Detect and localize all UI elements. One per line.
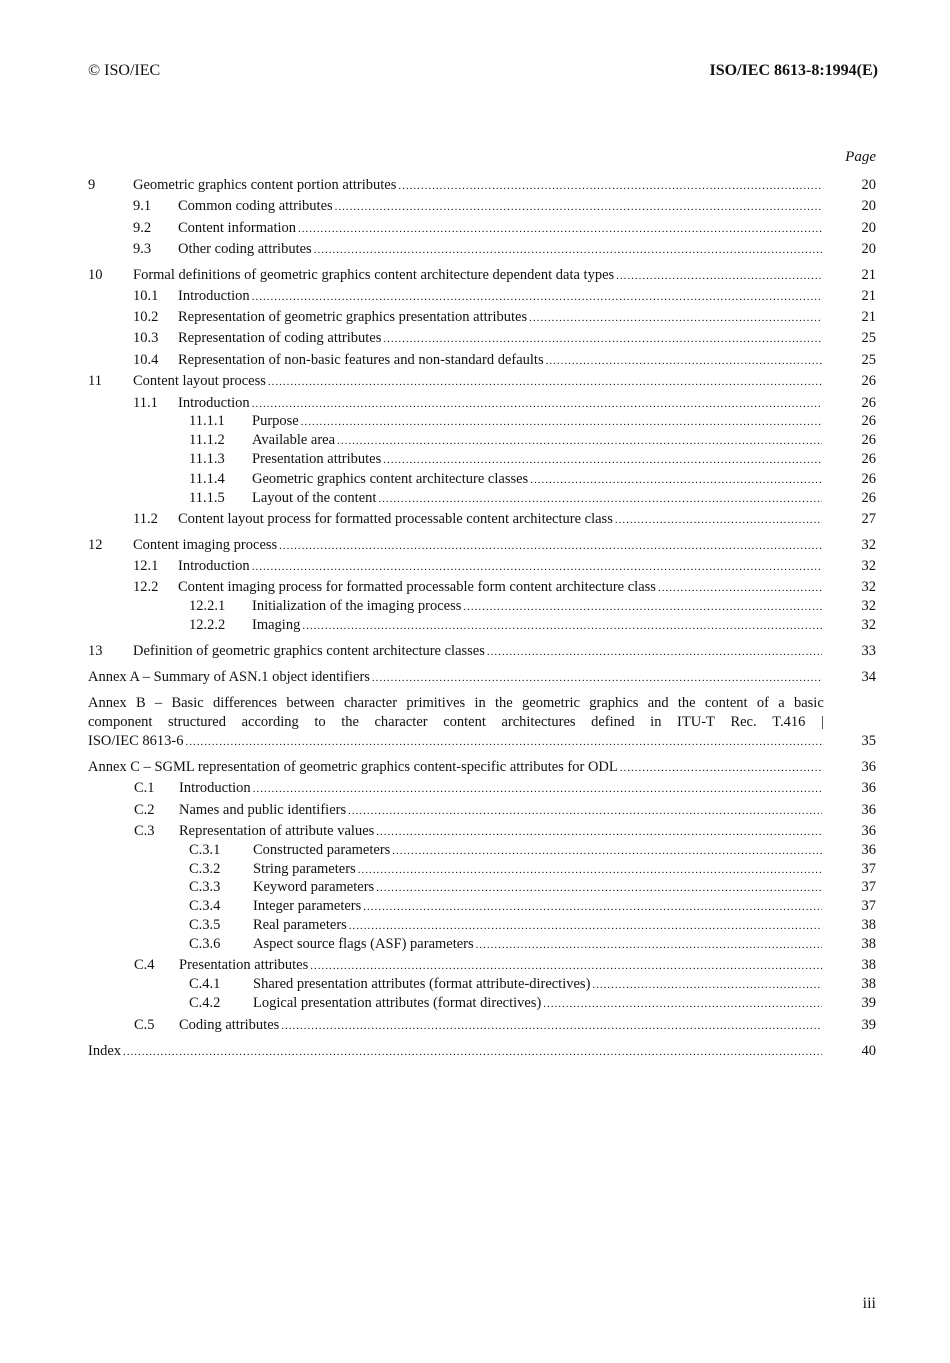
toc-entry-title: Introduction xyxy=(179,780,251,796)
leader-dots xyxy=(592,976,822,995)
toc-entry-number: C.3 xyxy=(134,823,155,839)
toc-entry[interactable] xyxy=(0,489,950,508)
toc-entry-page: 36 xyxy=(861,842,876,858)
toc-entry[interactable] xyxy=(0,240,950,259)
word: a xyxy=(778,695,785,711)
toc-entry-number: 12.2.1 xyxy=(189,598,226,614)
toc-entry-title: Presentation attributes xyxy=(252,451,382,467)
toc-entry[interactable] xyxy=(0,801,950,820)
toc-entry[interactable] xyxy=(0,822,950,841)
toc-entry-page: 26 xyxy=(861,413,876,429)
toc-entry[interactable] xyxy=(0,642,950,661)
toc-entry-title: Coding attributes xyxy=(179,1017,280,1033)
toc-entry-page: 32 xyxy=(861,579,876,595)
toc-entry-title: Annex A – Summary of ASN.1 object identifiers xyxy=(88,669,370,685)
toc-entry-number: 11 xyxy=(88,373,102,389)
toc-entry[interactable] xyxy=(0,668,950,687)
leader-dots xyxy=(363,898,822,917)
toc-entry-page: 40 xyxy=(861,1043,876,1059)
toc-entry[interactable] xyxy=(0,287,950,306)
leader-dots xyxy=(615,511,822,530)
toc-entry-page: 37 xyxy=(861,879,876,895)
toc-entry-page: 21 xyxy=(861,288,876,304)
leader-dots xyxy=(349,917,822,936)
toc-entry-page: 38 xyxy=(861,976,876,992)
word: to xyxy=(314,714,326,730)
toc-entry-title: Representation of attribute values xyxy=(179,823,375,839)
toc-entry-page: 37 xyxy=(861,898,876,914)
toc-entry-number: 10.1 xyxy=(133,288,159,304)
toc-entry[interactable] xyxy=(0,860,950,879)
leader-dots xyxy=(398,177,822,196)
toc-entry-page: 21 xyxy=(861,267,876,283)
toc-entry-number: 12.1 xyxy=(133,558,159,574)
toc-entry-page: 38 xyxy=(861,957,876,973)
word: in xyxy=(650,714,662,730)
word: between xyxy=(286,695,335,711)
toc-entry-title: Geometric graphics content portion attributes xyxy=(133,177,397,193)
toc-entry-page: 20 xyxy=(861,198,876,214)
toc-entry-page: 27 xyxy=(861,511,876,527)
leader-dots xyxy=(658,579,822,598)
word: – xyxy=(154,695,163,711)
toc-entry[interactable] xyxy=(0,616,950,635)
toc-entry-page: 38 xyxy=(861,936,876,952)
toc-entry[interactable] xyxy=(0,412,950,431)
toc-entry-page: 38 xyxy=(861,917,876,933)
leader-dots xyxy=(529,309,822,328)
toc-entry-number: C.4 xyxy=(134,957,155,973)
leader-dots xyxy=(383,330,822,349)
toc-entry-number: 11.2 xyxy=(133,511,158,527)
toc-entry-number: 11.1.3 xyxy=(189,451,225,467)
toc-entry[interactable] xyxy=(0,510,950,529)
header-copyright: © ISO/IEC xyxy=(88,62,161,79)
toc-entry-number: 9.1 xyxy=(133,198,152,214)
toc-entry-page: 37 xyxy=(861,861,876,877)
toc-entry-number: C.3.1 xyxy=(189,842,221,858)
toc-entry[interactable] xyxy=(0,266,950,285)
toc-entry-number: 13 xyxy=(88,643,103,659)
toc-entry[interactable] xyxy=(0,758,950,777)
word: defined xyxy=(591,714,635,730)
toc-entry-page: 20 xyxy=(861,177,876,193)
toc-entry-page: 32 xyxy=(861,537,876,553)
leader-dots xyxy=(546,352,822,371)
toc-entry-page: 39 xyxy=(861,995,876,1011)
toc-entry-title: Index xyxy=(88,1043,122,1059)
toc-entry-title: Definition of geometric graphics content architecture classes xyxy=(133,643,485,659)
toc-entry[interactable] xyxy=(0,557,950,576)
toc-entry-number: C.2 xyxy=(134,802,155,818)
word: B xyxy=(135,695,146,711)
leader-dots xyxy=(530,471,822,490)
toc-entry-number: 10 xyxy=(88,267,103,283)
toc-entry[interactable] xyxy=(0,351,950,370)
leader-dots xyxy=(123,1043,822,1062)
toc-entry-page: 20 xyxy=(861,220,876,236)
toc-entry[interactable] xyxy=(0,308,950,327)
toc-entry[interactable] xyxy=(0,1016,950,1035)
toc-entry-title: Representation of non-basic features and non-standard defaults xyxy=(178,352,544,368)
toc-entry[interactable] xyxy=(0,897,950,916)
leader-dots xyxy=(281,1017,822,1036)
toc-entry-title: Content information xyxy=(178,220,296,236)
leader-dots xyxy=(314,241,822,260)
toc-entry-number: 11.1.4 xyxy=(189,471,225,487)
toc-entry-page: 33 xyxy=(861,643,876,659)
toc-entry-page: 39 xyxy=(861,1017,876,1033)
toc-entry[interactable] xyxy=(0,975,950,994)
toc-entry-number: C.3.3 xyxy=(189,879,221,895)
word: and xyxy=(647,695,669,711)
toc-entry-title: Purpose xyxy=(252,413,299,429)
word: T.416 xyxy=(772,714,806,730)
toc-entry-number: C.3.6 xyxy=(189,936,221,952)
toc-entry[interactable] xyxy=(0,1042,950,1061)
toc-entry-number: 10.3 xyxy=(133,330,159,346)
toc-entry-number: 9.3 xyxy=(133,241,152,257)
toc-entry[interactable] xyxy=(0,176,950,195)
leader-dots xyxy=(298,220,822,239)
toc-entry-title: Introduction xyxy=(178,395,250,411)
page-column-label: Page xyxy=(845,149,876,165)
toc-entry[interactable] xyxy=(0,841,950,860)
word: the xyxy=(341,714,359,730)
toc-entry[interactable] xyxy=(0,878,950,897)
toc-entry-title: Annex C – SGML representation of geometric graphics content-specific attributes for ODL xyxy=(88,759,618,775)
toc-entry-number: 10.4 xyxy=(133,352,159,368)
leader-dots xyxy=(620,759,822,778)
leader-dots xyxy=(252,558,822,577)
toc-entry[interactable] xyxy=(0,935,950,954)
toc-entry[interactable] xyxy=(0,450,950,469)
toc-entry-title: Content imaging process xyxy=(133,537,278,553)
word: graphics xyxy=(589,695,639,711)
toc-entry[interactable] xyxy=(0,197,950,216)
toc-entry[interactable] xyxy=(0,994,950,1013)
toc-entry[interactable] xyxy=(0,956,950,975)
toc-entry-number: 12.2.2 xyxy=(189,617,226,633)
leader-dots xyxy=(392,842,822,861)
toc-entry-page: 34 xyxy=(861,669,876,685)
word: geometric xyxy=(522,695,580,711)
toc-entry-number: C.3.5 xyxy=(189,917,221,933)
toc-entry-page: 26 xyxy=(861,471,876,487)
annex-b-line-2 xyxy=(88,713,824,732)
leader-dots xyxy=(487,643,822,662)
word: according xyxy=(241,714,299,730)
word: structured xyxy=(168,714,226,730)
toc-entry-title: Keyword parameters xyxy=(253,879,375,895)
toc-entry[interactable] xyxy=(0,372,950,391)
toc-entry-page: 32 xyxy=(861,558,876,574)
leader-dots xyxy=(310,957,822,976)
leader-dots xyxy=(335,198,822,217)
annex-b-page-row xyxy=(0,732,950,751)
leader-dots xyxy=(543,995,822,1014)
leader-dots xyxy=(348,802,822,821)
toc-entry-title: Content layout process xyxy=(133,373,266,389)
toc-entry[interactable] xyxy=(0,394,950,413)
word: content xyxy=(443,714,486,730)
toc-entry[interactable] xyxy=(0,219,950,238)
toc-entry-page: 32 xyxy=(861,617,876,633)
toc-entry-title: Layout of the content xyxy=(252,490,377,506)
word: Annex xyxy=(88,695,127,711)
word: primitives xyxy=(406,695,466,711)
toc-entry-title: Representation of coding attributes xyxy=(178,330,382,346)
toc-entry[interactable] xyxy=(0,916,950,935)
toc-entry-title: Available area xyxy=(252,432,336,448)
toc-entry-page: 26 xyxy=(861,395,876,411)
toc-entry-page: 26 xyxy=(861,432,876,448)
toc-entry-title: Aspect source flags (ASF) parameters xyxy=(253,936,474,952)
leader-dots xyxy=(372,669,822,688)
leader-dots xyxy=(252,288,822,307)
toc-entry-title: Initialization of the imaging process xyxy=(252,598,462,614)
leader-dots xyxy=(383,451,822,470)
toc-entry-title: Content imaging process for formatted processable form content architecture class xyxy=(178,579,656,595)
toc-entry-page: 25 xyxy=(861,330,876,346)
toc-entry-number: 11.1.2 xyxy=(189,432,225,448)
toc-entry-page: 36 xyxy=(861,780,876,796)
toc-entry-title: Integer parameters xyxy=(253,898,362,914)
toc-entry-page: 25 xyxy=(861,352,876,368)
toc-entry-number: 11.1 xyxy=(133,395,158,411)
word: of xyxy=(756,695,769,711)
annex-b-line-1 xyxy=(88,694,824,713)
toc-entry[interactable] xyxy=(0,470,950,489)
toc-entry-number: 11.1.1 xyxy=(189,413,225,429)
word: architectures xyxy=(501,714,576,730)
toc-entry-number: 12 xyxy=(88,537,103,553)
word: content xyxy=(704,695,748,711)
header-standard-number: ISO/IEC 8613-8:1994(E) xyxy=(709,62,878,79)
leader-dots xyxy=(279,537,822,556)
word: character xyxy=(374,714,428,730)
toc-entry[interactable] xyxy=(0,536,950,555)
toc-entry-page: 36 xyxy=(861,759,876,775)
toc-entry-title: Presentation attributes xyxy=(179,957,309,973)
toc-entry-title: String parameters xyxy=(253,861,356,877)
leader-dots xyxy=(376,823,822,842)
word: the xyxy=(495,695,513,711)
toc-entry-page: 26 xyxy=(861,373,876,389)
toc-entry-page: 26 xyxy=(861,490,876,506)
leader-dots xyxy=(268,373,822,392)
toc-entry[interactable] xyxy=(0,329,950,348)
toc-entry-number: 11.1.5 xyxy=(189,490,225,506)
toc-entry-title: Logical presentation attributes (format directives) xyxy=(253,995,542,1011)
toc-entry-number: C.3.2 xyxy=(189,861,221,877)
toc-entry-title: Introduction xyxy=(178,558,250,574)
toc-entry-number: 9.2 xyxy=(133,220,152,236)
toc-entry-page: 36 xyxy=(861,823,876,839)
toc-entry-number: 12.2 xyxy=(133,579,159,595)
toc-entry-number: C.1 xyxy=(134,780,155,796)
toc-entry-title: Imaging xyxy=(252,617,301,633)
word: in xyxy=(474,695,486,711)
toc-entry-title: Formal definitions of geometric graphics content architecture dependent data types xyxy=(133,267,615,283)
toc-entry-number: C.5 xyxy=(134,1017,155,1033)
toc-entry[interactable] xyxy=(0,431,950,450)
toc-entry-number: C.4.2 xyxy=(189,995,221,1011)
word: the xyxy=(677,695,696,711)
footer-page-number: iii xyxy=(862,1295,876,1312)
toc-entry-page: 35 xyxy=(861,733,876,749)
leader-dots xyxy=(253,780,822,799)
word: character xyxy=(343,695,398,711)
leader-dots xyxy=(301,413,822,432)
toc-entry-title: Geometric graphics content architecture classes xyxy=(252,471,529,487)
toc-entry-page: 21 xyxy=(861,309,876,325)
toc-entry-title: Other coding attributes xyxy=(178,241,312,257)
word: component xyxy=(88,714,153,730)
toc-entry-page: 20 xyxy=(861,241,876,257)
toc-entry-number: C.3.4 xyxy=(189,898,221,914)
word: ITU-T xyxy=(677,714,715,730)
toc-entry-title: ISO/IEC 8613-6 xyxy=(88,733,184,749)
toc-entry-title: Constructed parameters xyxy=(253,842,391,858)
toc-entry-title: Content layout process for formatted processable content architecture class xyxy=(178,511,613,527)
toc-entry-title: Names and public identifiers xyxy=(179,802,347,818)
toc-entry-page: 26 xyxy=(861,451,876,467)
toc-entry-page: 36 xyxy=(861,802,876,818)
leader-dots xyxy=(476,936,822,955)
word: Rec. xyxy=(730,714,757,730)
word: differences xyxy=(212,695,278,711)
leader-dots xyxy=(376,879,822,898)
leader-dots xyxy=(337,432,822,451)
toc-entry-title: Shared presentation attributes (format attribute-directives) xyxy=(253,976,591,992)
leader-dots xyxy=(463,598,822,617)
leader-dots xyxy=(378,490,822,509)
leader-dots xyxy=(616,267,822,286)
toc-entry-title: Common coding attributes xyxy=(178,198,333,214)
toc-entry[interactable] xyxy=(0,597,950,616)
word: Basic xyxy=(171,695,204,711)
toc-entry-title: Representation of geometric graphics presentation attributes xyxy=(178,309,528,325)
toc-entry[interactable] xyxy=(0,779,950,798)
toc-entry-title: Introduction xyxy=(178,288,250,304)
toc-entry-number: 10.2 xyxy=(133,309,159,325)
toc-entry-number: 9 xyxy=(88,177,96,193)
leader-dots xyxy=(302,617,822,636)
toc-entry-page: 32 xyxy=(861,598,876,614)
word: | xyxy=(820,714,824,730)
toc-entry-title: Real parameters xyxy=(253,917,347,933)
toc-entry[interactable] xyxy=(0,578,950,597)
toc-entry-number: C.4.1 xyxy=(189,976,221,992)
word: basic xyxy=(793,695,824,711)
